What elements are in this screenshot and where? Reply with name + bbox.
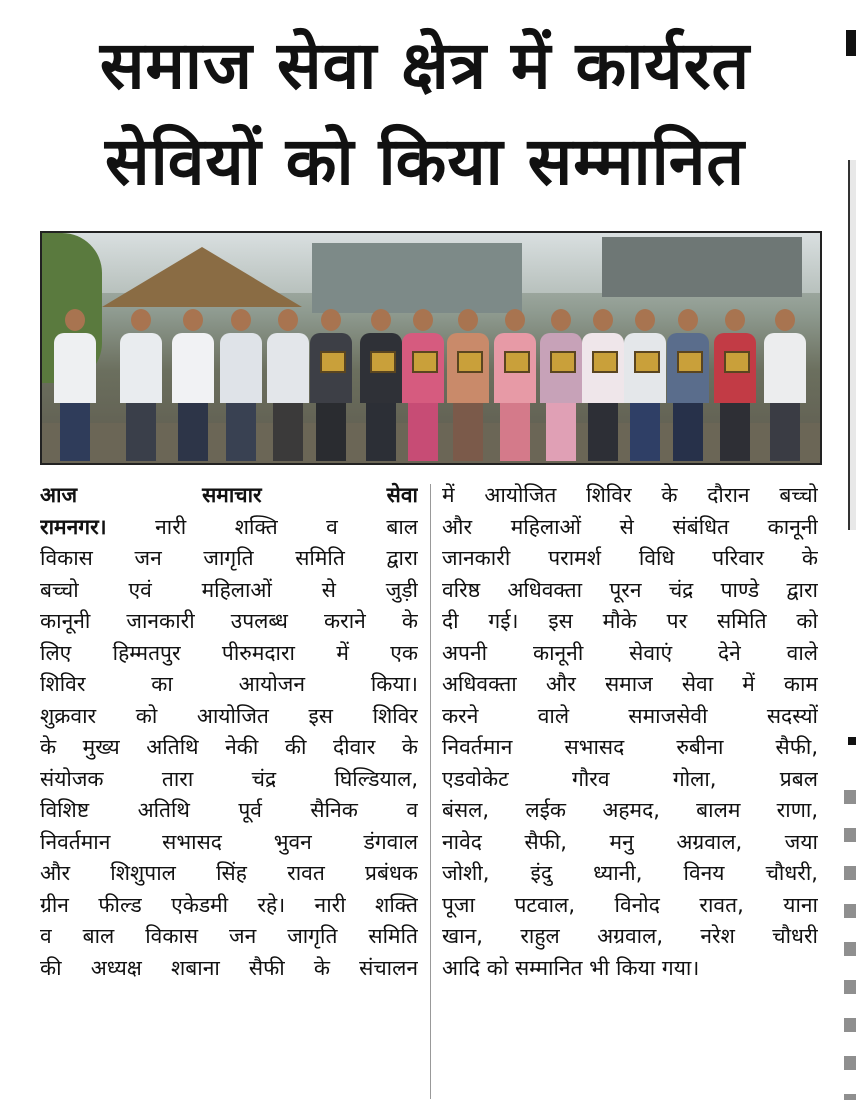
article-line: निवर्तमान सभासद रुबीना सैफी, — [442, 735, 818, 759]
adjacent-heading-fragment — [848, 737, 856, 745]
award-plaque — [550, 351, 576, 373]
article-dateline: रामनगर। — [40, 514, 107, 539]
photo-person — [172, 309, 214, 463]
photo-person — [582, 309, 624, 463]
article-line: आदि को सम्मानित भी किया गया। — [442, 955, 700, 980]
headline — [30, 18, 820, 210]
column-divider — [430, 484, 431, 1099]
adjacent-headline-fragment — [846, 30, 856, 56]
article-line: बच्चो एवं महिलाओं से जुड़ी — [40, 577, 418, 602]
award-plaque — [320, 351, 346, 373]
article-line: दी गई। इस मौके पर समिति को — [442, 609, 818, 633]
award-plaque — [457, 351, 483, 373]
photo-shed — [312, 243, 522, 313]
headline-line-1: समाज सेवा क्षेत्र में कार्यरत — [99, 27, 751, 104]
photo-person — [667, 309, 709, 463]
photo-person — [120, 309, 162, 463]
photo-person — [267, 309, 309, 463]
award-plaque — [724, 351, 750, 373]
photo-person — [494, 309, 536, 463]
article-line: और शिशुपाल सिंह रावत प्रबंधक — [40, 861, 418, 885]
article-byline: आज समाचार सेवा — [40, 483, 418, 507]
award-plaque — [504, 351, 530, 373]
adjacent-photo-edge — [848, 160, 856, 530]
article-line: की अध्यक्ष शबाना सैफी के संचालन — [40, 955, 418, 980]
photo-person — [360, 309, 402, 463]
article-line: जानकारी परामर्श विधि परिवार के — [442, 546, 818, 570]
award-plaque — [370, 351, 396, 373]
photo-person — [402, 309, 444, 463]
photo-person — [764, 309, 806, 463]
photo-person — [624, 309, 666, 463]
article-first-line — [40, 512, 418, 544]
article-line: विशिष्ट अतिथि पूर्व सैनिक व — [40, 798, 418, 822]
article-line: शिविर का आयोजन किया। — [40, 672, 418, 696]
article-line: लिए हिम्मतपुर पीरुमदारा में एक — [40, 640, 418, 665]
article-line: वरिष्ठ अधिवक्ता पूरन चंद्र पाण्डे द्वारा — [442, 577, 818, 602]
article-line: विकास जन जागृति समिति द्वारा — [40, 546, 418, 570]
article-line: एडवोकेट गौरव गोला, प्रबल — [442, 766, 818, 791]
article-line: नावेद सैफी, मनु अग्रवाल, जया — [442, 829, 818, 854]
article-line: नारी शक्ति व बाल — [155, 514, 418, 539]
award-plaque — [592, 351, 618, 373]
photo-person — [310, 309, 352, 463]
award-plaque — [634, 351, 660, 373]
photo-person — [714, 309, 756, 463]
article-line: पूजा पटवाल, विनोद रावत, याना — [442, 892, 818, 917]
photo-person — [54, 309, 96, 463]
headline-line-2: सेवियों को किया सम्मानित — [105, 123, 745, 200]
group-photo — [40, 231, 822, 465]
article-line: और महिलाओं से संबंधित कानूनी — [442, 514, 818, 539]
photo-person — [220, 309, 262, 463]
article-line: शुक्रवार को आयोजित इस शिविर — [40, 703, 418, 728]
article-line: बंसल, लईक अहमद, बालम राणा, — [442, 798, 818, 822]
award-plaque — [412, 351, 438, 373]
photo-thatched-hut — [102, 247, 302, 307]
photo-person — [540, 309, 582, 463]
article-line: कानूनी जानकारी उपलब्ध कराने के — [40, 609, 418, 633]
article-line: संयोजक तारा चंद्र घिल्डियाल, — [40, 766, 418, 791]
article-line: जोशी, इंदु ध्यानी, विनय चौधरी, — [442, 861, 818, 885]
award-plaque — [677, 351, 703, 373]
article-line: खान, राहुल अग्रवाल, नरेश चौधरी — [442, 924, 818, 948]
article-column-right — [442, 480, 818, 984]
adjacent-article-edge — [844, 0, 856, 1108]
photo-building — [602, 237, 802, 297]
article-line: निवर्तमान सभासद भुवन डंगवाल — [40, 829, 418, 854]
article-line: ग्रीन फील्ड एकेडमी रहे। नारी शक्ति — [40, 892, 418, 917]
article-line: के मुख्य अतिथि नेकी की दीवार के — [40, 735, 418, 759]
article-column-left — [40, 480, 418, 984]
photo-person — [447, 309, 489, 463]
adjacent-text-fragment — [844, 790, 856, 1100]
article-line: में आयोजित शिविर के दौरान बच्चो — [442, 483, 818, 507]
article-line: करने वाले समाजसेवी सदस्यों — [442, 703, 818, 728]
article-line: अपनी कानूनी सेवाएं देने वाले — [442, 640, 818, 665]
article-line: अधिवक्ता और समाज सेवा में काम — [442, 672, 818, 696]
article-line: व बाल विकास जन जागृति समिति — [40, 924, 418, 948]
